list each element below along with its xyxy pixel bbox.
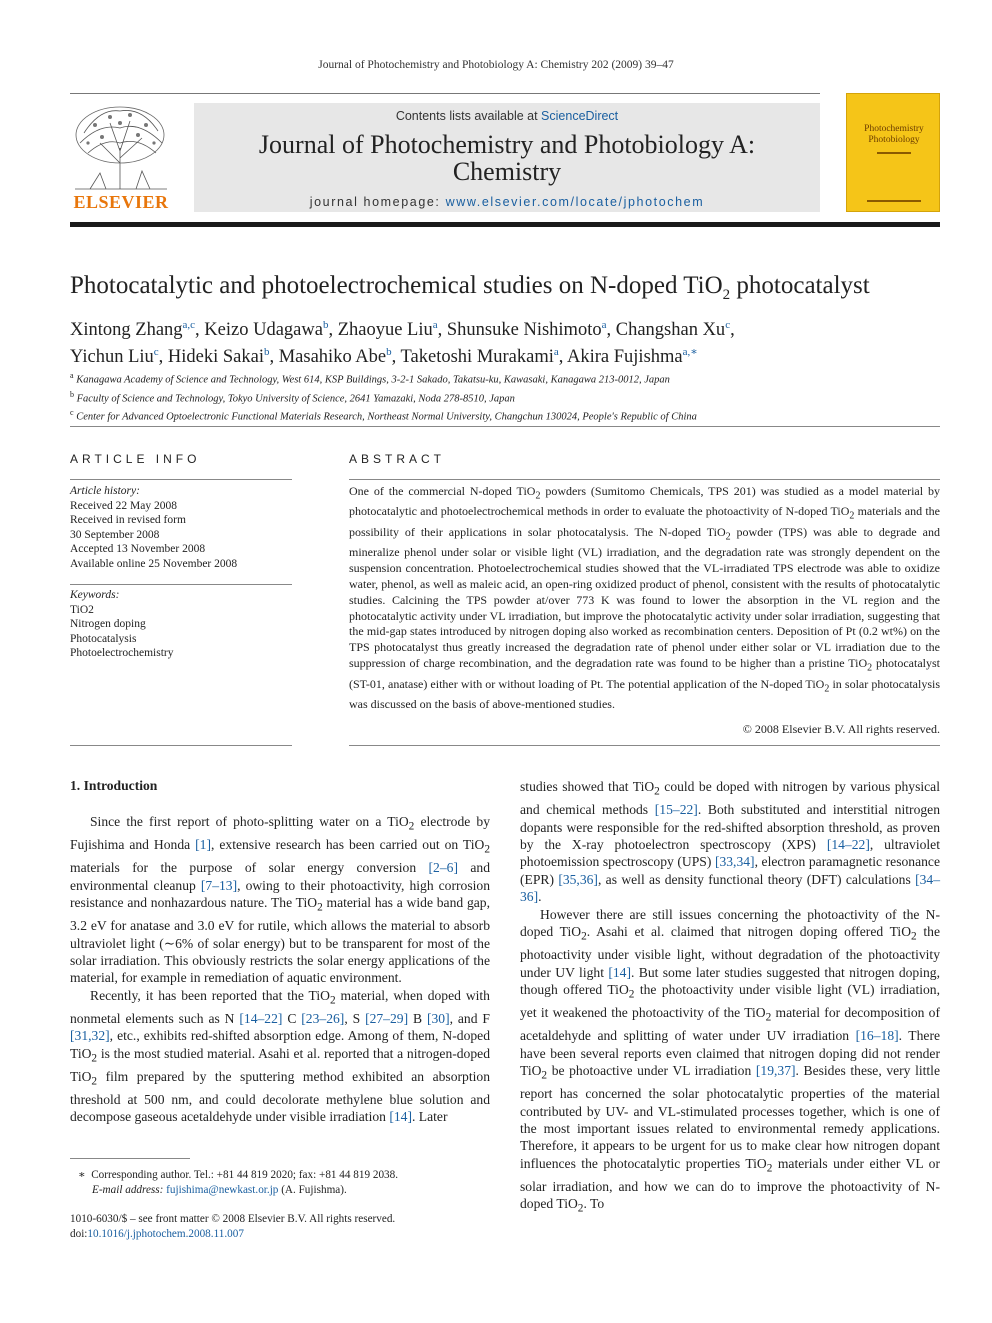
corresponding-author: ∗ Corresponding author. Tel.: +81 44 819 2020; fax: +81 44 819 2038. xyxy=(78,1169,399,1181)
title-part-a: Photocatalytic and photoelectrochemical studies on N-doped TiO xyxy=(70,272,723,299)
tree-icon xyxy=(70,103,172,191)
keyword-item: Photocatalysis xyxy=(70,632,137,645)
abstract-bottom-rule xyxy=(349,745,940,746)
journal-name xyxy=(194,131,820,185)
affiliation-c: $^c$ Center for Advanced Optoelectronic Functional Materials Research, Northeast Normal University, Changchun 130024, People's Republic of China xyxy=(70,408,697,423)
body-right-column xyxy=(520,778,940,1218)
keyword-item: Photoelectrochemistry xyxy=(70,647,174,660)
author-line-2: Yichun Liu$^c$, Hideki Sakai$^b$, Masahiko Abe$^b$, Taketoshi Murakami$^a$, Akira Fujishma$^{a,∗}$ xyxy=(70,346,698,368)
issn-line: 1010-6030/$ – see front matter © 2008 Elsevier B.V. All rights reserved. xyxy=(70,1213,396,1225)
title-part-b: photocatalyst xyxy=(730,272,870,299)
body-left-column xyxy=(70,813,490,1126)
sciencedirect-link[interactable]: ScienceDirect xyxy=(541,109,619,123)
email-link[interactable]: fujishima@newkast.or.jp xyxy=(166,1183,279,1196)
paragraph: studies showed that TiO$_2$ could be doped with nitrogen by various physical and chemical methods [15–22]. Both substituted and interstitial nitrogen dopants were responsible for the red-shifted absorption threshold, as proven by the X-ray photoelectron spectroscopy (XPS) [14–22], ultraviolet photoemission spectroscopy (UPS) [33,34], electron paramagnetic resonance (EPR) [35,36], as well as density functional theory (DFT) calculations [34–36]. xyxy=(520,779,940,905)
front-matter-footer xyxy=(70,1212,510,1241)
history-item: Received 22 May 2008 xyxy=(70,499,177,512)
affiliation-a: $^a$ Kanagawa Academy of Science and Technology, West 614, KSP Buildings, 3-2-1 Sakado, Takatsu-ku, Kawasaki, Kanagawa 213-0012, Japan xyxy=(70,371,670,386)
contents-line xyxy=(194,109,820,123)
affiliation-rule xyxy=(70,426,940,427)
history-label: Article history: xyxy=(70,485,140,497)
article-info-rule xyxy=(70,479,292,480)
journal-homepage xyxy=(194,195,820,209)
corresponding-footnote xyxy=(78,1168,498,1197)
journal-name-line2: Chemistry xyxy=(452,157,562,186)
history-item: Available online 25 November 2008 xyxy=(70,557,238,570)
journal-banner xyxy=(194,103,820,212)
doi-link[interactable]: 10.1016/j.jphotochem.2008.11.007 xyxy=(87,1227,244,1240)
keywords-rule xyxy=(70,584,292,585)
email-label: E-mail address: xyxy=(92,1183,167,1196)
cover-bar xyxy=(877,152,911,154)
header-thick-rule xyxy=(70,222,940,227)
journal-name-line1: Journal of Photochemistry and Photobiology A: xyxy=(258,130,756,159)
article-title xyxy=(70,272,940,304)
elsevier-logo[interactable] xyxy=(70,103,172,213)
keyword-item: TiO2 xyxy=(70,603,94,616)
doi-line xyxy=(70,1227,510,1242)
publisher-wordmark: ELSEVIER xyxy=(73,192,169,212)
email-suffix: (A. Fujishma). xyxy=(278,1183,347,1196)
journal-cover-thumbnail[interactable] xyxy=(846,93,940,212)
article-info-heading: ARTICLE INFO xyxy=(70,452,201,466)
footnote-rule xyxy=(70,1158,190,1159)
copyright: © 2008 Elsevier B.V. All rights reserved. xyxy=(742,722,940,736)
author-list xyxy=(70,314,940,368)
abstract-heading: ABSTRACT xyxy=(349,452,446,466)
author-line-1: Xintong Zhang$^{a,c}$, Keizo Udagawa$^b$, Zhaoyue Liu$^a$, Shunsuke Nishimoto$^a$, Changshan Xu$^c$, xyxy=(70,319,735,341)
cover-bar-bottom xyxy=(867,200,921,202)
corresponding-text: Corresponding author. Tel.: +81 44 819 2020; fax: +81 44 819 2038. xyxy=(91,1169,399,1181)
keyword-item: Nitrogen doping xyxy=(70,618,146,631)
affiliation-b: $^b$ Faculty of Science and Technology, Tokyo University of Science, 2641 Yamazaki, Noda 278-8510, Japan xyxy=(70,389,515,404)
abstract-rule xyxy=(349,479,940,480)
section-heading: 1. Introduction xyxy=(70,778,158,793)
homepage-link[interactable]: www.elsevier.com/locate/jphotochem xyxy=(445,195,705,209)
doi-label: doi: xyxy=(70,1227,88,1240)
keywords xyxy=(70,588,292,661)
info-bottom-rule xyxy=(70,745,292,746)
contents-prefix: Contents lists available at xyxy=(395,109,542,123)
history-item: Received in revised form xyxy=(70,514,186,527)
header-rule xyxy=(70,93,820,94)
paragraph: Recently, it has been reported that the TiO$_2$ material, when doped with nonmetal elements such as N [14–22] C [23–26], S [27–29] B [30], and F [31,32], etc., exhibits red-shifted absorption edge. Among of them, N-doped TiO$_2$ is the most studied material. Asahi et al. reported that a nitrogen-doped TiO$_2$ film prepared by the sputtering method exhibited an absorption threshold at 500 nm, and could decolorate methylene blue solution and decompose gaseous acetaldehyde under visible irradiation [14]. Later xyxy=(70,987,490,1125)
paragraph: However there are still issues concerning the photoactivity of the N-doped TiO$_2$. Asahi et al. claimed that nitrogen doping offered TiO$_2$ the photoactivity under visible light, without degradation of the photoactivity under UV light [14]. But some later studies suggested that nitrogen doping, though offered TiO$_2$ the photoactivity under visible light (VL) irradiation, yet it weakened the photoactivity of the TiO$_2$ material for decomposition of acetaldehyde and splitting of water under UV irradiation [16–18]. There have been several reports even claimed that nitrogen doping did not render TiO$_2$ be photoactive under VL irradiation [19,37]. Besides these, very little report has concerned the solar photocatalytic properties of the material contributed by UV- and VL-stimulated processes together, which is one of the most important issues related to environmental remedy applications. Therefore, it appears to be urgent for us to make clear how nitrogen dopant influences the photocatalytic properties TiO$_2$ materials under either VL or solar irradiation, and how we can do to improve the photoactivity of N-doped TiO$_2$. To xyxy=(520,906,941,1215)
history-item: Accepted 13 November 2008 xyxy=(70,543,206,556)
title-subscript: 2 xyxy=(722,287,731,303)
homepage-prefix: journal homepage: xyxy=(309,195,446,209)
cover-title-1: Photochemistry xyxy=(864,124,924,134)
history-item: 30 September 2008 xyxy=(70,528,160,541)
cover-title-2: Photobiology xyxy=(868,135,920,145)
email-line xyxy=(78,1183,498,1198)
article-history xyxy=(70,484,292,572)
affiliations xyxy=(70,369,940,425)
keywords-label: Keywords: xyxy=(70,589,120,601)
running-title: Journal of Photochemistry and Photobiology A: Chemistry 202 (2009) 39–47 xyxy=(318,59,674,71)
abstract-text: One of the commercial N-doped TiO$_2$ powders (Sumitomo Chemicals, TPS 201) was studied as a model material by photocatalytic and photoelectrochemical methods in order to evaluate the photoactivity of N-doped TiO$_2$ materials and the possibility of their applications in solar photocatalysis. The N-doped TiO$_2$ powder (TPS) was able to degrade and mineralize phenol under solar or visible light (VL) irradiation, and the degradation rate was strongly dependent on the suspension concentration. Photoelectrochemical studies showed that the VL-irradiated TPS electrode was able to oxidize water, phenol, as well as maleic acid, an open-ring oxidized product of phenol, consistent with the results of photocatalytic studies. Calcining the TPS powder at/over 773 K was found to lower the absorption in the VL region and the photocatalytic activity under VL irradiation, but improve the photocatalytic activity under solar irradiation, suggesting that the mid-gap states introduced by nitrogen doping also worked as recombination centers. Deposition of Pt (0.2 wt%) on the TPS photocatalyst thus greatly increased the degradation rate of phenol under either solar or VL irradiation due to the suppression of charge recombination, and the degradation rate was found to be higher than a pristine TiO$_2$ photocatalyst (ST-01, anatase) either with or without loading of Pt. The potential application of the N-doped TiO$_2$ in solar photocatalysis was discussed on the basis of above-mentioned studies. xyxy=(349,484,940,711)
paragraph: Since the first report of photo-splitting water on a TiO$_2$ electrode by Fujishima and Honda [1], extensive research has been carried out on TiO$_2$ materials for the purpose of solar energy conversion [2–6] and environmental cleanup [7–13], owing to their photoactivity, high corrosion resistance and nonhazardous nature. The TiO$_2$ material has a wide band gap, 3.2 eV for anatase and 3.0 eV for rutile, which allows the material to absorb ultraviolet light (∼6% of solar energy) but to be transparent for most of the solar irradiation. This obviously restricts the solar energy applications of the material, for example in remediation of aquatic environment. xyxy=(70,814,491,986)
cover-title xyxy=(851,124,937,146)
